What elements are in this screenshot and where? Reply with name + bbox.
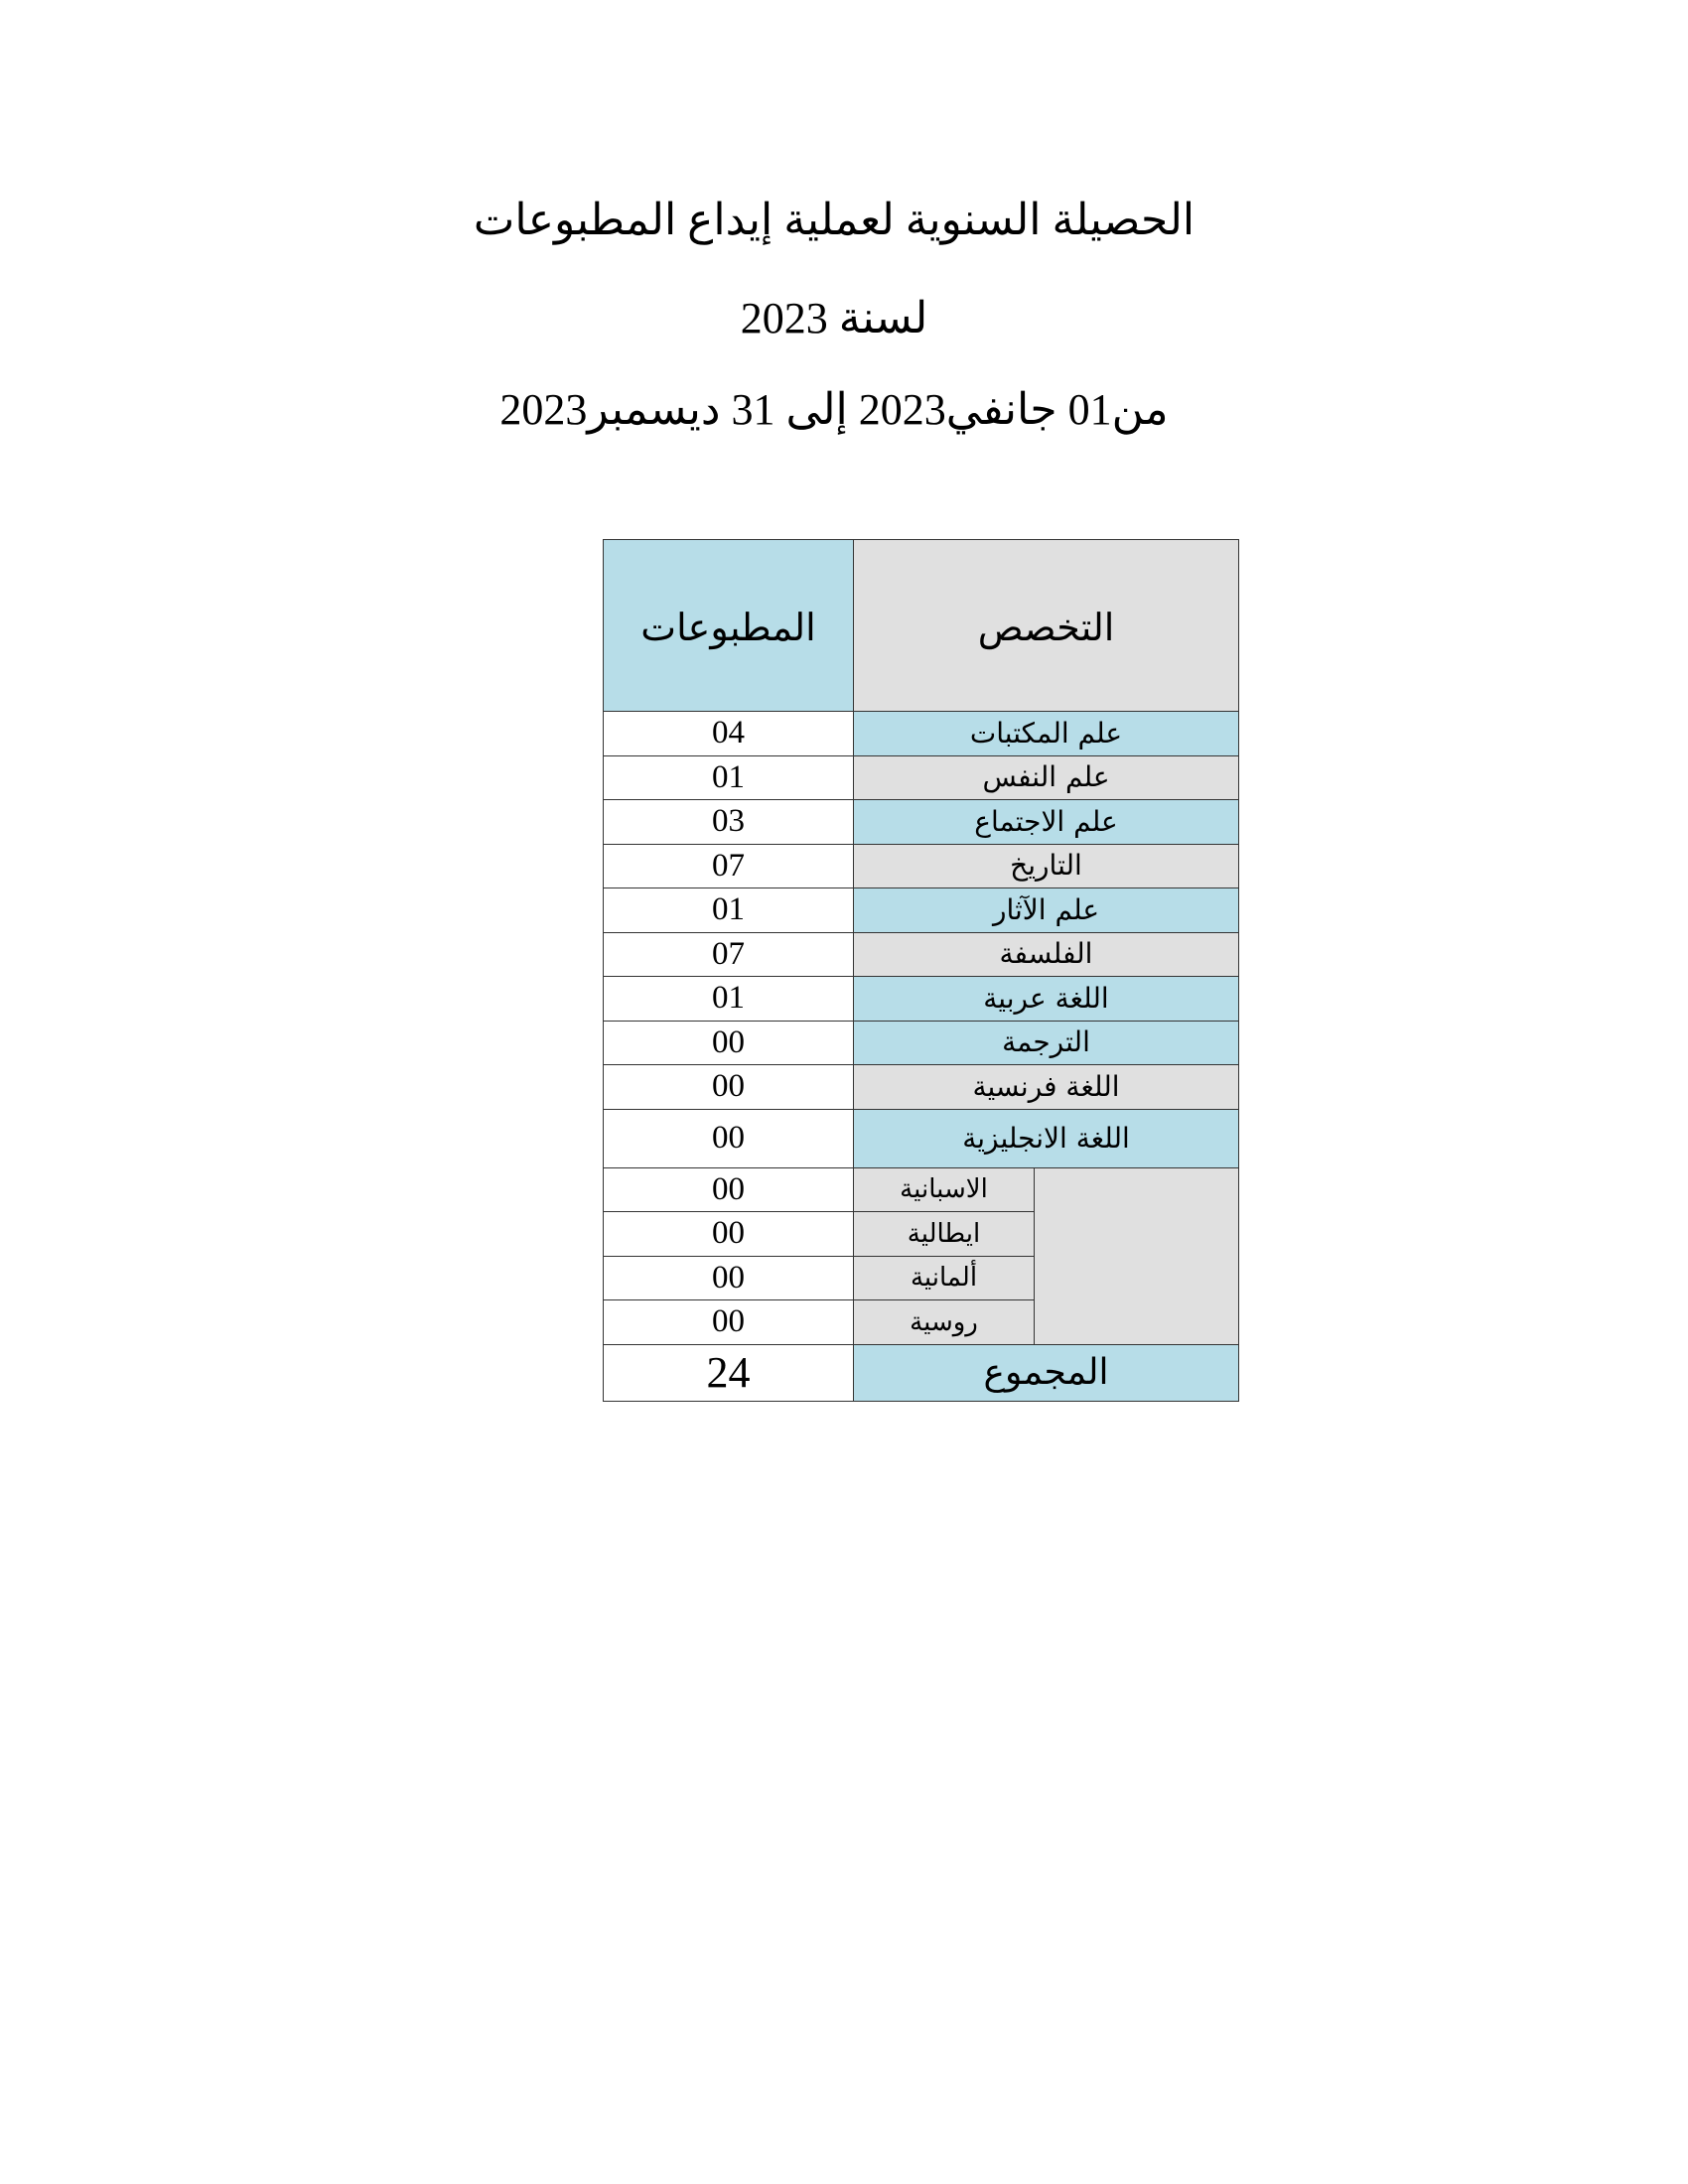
report-year bbox=[0, 291, 1688, 346]
specialty-cell: علم الآثار bbox=[854, 888, 1239, 933]
specialty-cell: اللغة عربية bbox=[854, 977, 1239, 1022]
merged-blank-cell bbox=[1035, 1167, 1239, 1344]
count-cell: 01 bbox=[604, 755, 854, 800]
deposit-stats-table bbox=[603, 539, 1239, 1402]
count-cell: 00 bbox=[604, 1109, 854, 1167]
table-row bbox=[604, 755, 1239, 800]
count-cell: 04 bbox=[604, 712, 854, 756]
specialty-cell: علم المكتبات bbox=[854, 712, 1239, 756]
table-row bbox=[604, 800, 1239, 845]
report-title bbox=[0, 193, 1688, 248]
table-row bbox=[604, 932, 1239, 977]
total-count: 24 bbox=[604, 1344, 854, 1401]
report-period-text: من01 جانفي2023 إلى 31 ديسمبر2023 bbox=[499, 385, 1169, 434]
specialty-cell: الترجمة bbox=[854, 1021, 1239, 1065]
language-cell: الاسبانية bbox=[854, 1167, 1035, 1212]
language-cell: ألمانية bbox=[854, 1256, 1035, 1300]
count-cell: 00 bbox=[604, 1256, 854, 1300]
specialty-cell: الفلسفة bbox=[854, 932, 1239, 977]
table-row bbox=[604, 888, 1239, 933]
header-count: المطبوعات bbox=[604, 540, 854, 712]
count-cell: 00 bbox=[604, 1021, 854, 1065]
total-label: المجموع bbox=[854, 1344, 1239, 1401]
table-row bbox=[604, 1109, 1239, 1167]
report-period bbox=[0, 382, 1688, 438]
specialty-cell: علم الاجتماع bbox=[854, 800, 1239, 845]
count-cell: 01 bbox=[604, 977, 854, 1022]
count-cell: 00 bbox=[604, 1300, 854, 1345]
table-row bbox=[604, 977, 1239, 1022]
header-specialty: التخصص bbox=[854, 540, 1239, 712]
count-cell: 00 bbox=[604, 1212, 854, 1257]
language-cell: ايطالية bbox=[854, 1212, 1035, 1257]
count-cell: 07 bbox=[604, 844, 854, 888]
specialty-cell: علم النفس bbox=[854, 755, 1239, 800]
count-cell: 00 bbox=[604, 1065, 854, 1110]
table-row bbox=[604, 712, 1239, 756]
count-cell: 07 bbox=[604, 932, 854, 977]
count-cell: 03 bbox=[604, 800, 854, 845]
count-cell: 00 bbox=[604, 1167, 854, 1212]
specialty-cell: اللغة فرنسية bbox=[854, 1065, 1239, 1110]
table-header-row bbox=[604, 540, 1239, 712]
table-row bbox=[604, 1065, 1239, 1110]
total-row bbox=[604, 1344, 1239, 1401]
table-row bbox=[604, 844, 1239, 888]
count-cell: 01 bbox=[604, 888, 854, 933]
table-row bbox=[604, 1021, 1239, 1065]
table-row bbox=[604, 1167, 1239, 1212]
specialty-cell: اللغة الانجليزية bbox=[854, 1109, 1239, 1167]
specialty-cell: التاريخ bbox=[854, 844, 1239, 888]
report-year-text: لسنة 2023 bbox=[740, 294, 928, 342]
language-cell: روسية bbox=[854, 1300, 1035, 1345]
report-title-text: الحصيلة السنوية لعملية إيداع المطبوعات bbox=[473, 196, 1196, 244]
